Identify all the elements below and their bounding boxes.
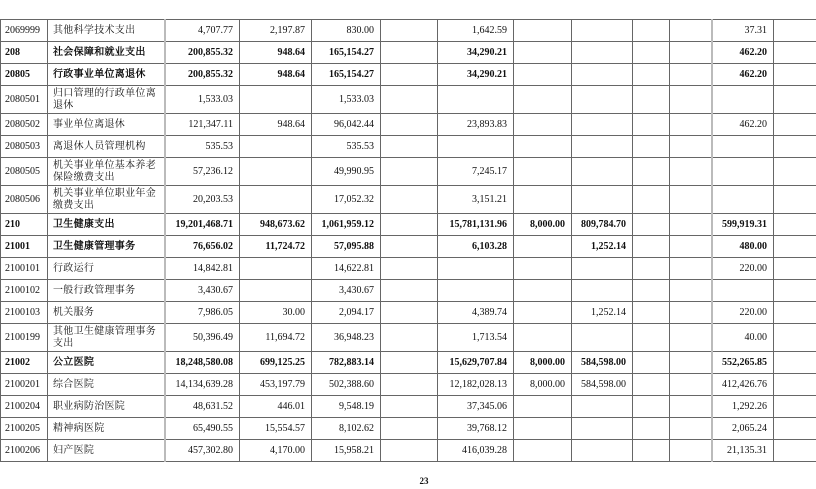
- amount-cell: 220.00: [712, 258, 774, 280]
- amount-cell: [381, 302, 438, 324]
- amount-cell: 37.31: [712, 20, 774, 42]
- amount-cell: [240, 136, 312, 158]
- amount-cell: 7,986.05: [165, 302, 240, 324]
- subject-code-cell: 2080505: [1, 158, 48, 186]
- amount-cell: 15,629,707.84: [438, 352, 514, 374]
- amount-cell: [240, 258, 312, 280]
- amount-cell: [514, 86, 572, 114]
- amount-cell: [381, 214, 438, 236]
- amount-cell: [774, 158, 816, 186]
- amount-cell: 1,292.26: [712, 396, 774, 418]
- amount-cell: [670, 136, 712, 158]
- amount-cell: [633, 440, 670, 462]
- amount-cell: 457,302.80: [165, 440, 240, 462]
- amount-cell: 220.00: [712, 302, 774, 324]
- amount-cell: [381, 136, 438, 158]
- amount-cell: [381, 418, 438, 440]
- amount-cell: 4,170.00: [240, 440, 312, 462]
- amount-cell: [774, 20, 816, 42]
- subject-code-cell: 2100201: [1, 374, 48, 396]
- amount-cell: 15,554.57: [240, 418, 312, 440]
- table-row: [1, 186, 816, 214]
- amount-cell: [572, 20, 633, 42]
- amount-cell: 1,533.03: [165, 86, 240, 114]
- amount-cell: [670, 352, 712, 374]
- subject-code-cell: 210: [1, 214, 48, 236]
- subject-name-cell: 精神病医院: [48, 418, 165, 440]
- amount-cell: [381, 258, 438, 280]
- amount-cell: 8,102.62: [312, 418, 381, 440]
- amount-cell: 121,347.11: [165, 114, 240, 136]
- amount-cell: [438, 136, 514, 158]
- amount-cell: 18,248,580.08: [165, 352, 240, 374]
- amount-cell: [712, 136, 774, 158]
- table-row: [1, 64, 816, 86]
- table-row: [1, 280, 816, 302]
- amount-cell: 65,490.55: [165, 418, 240, 440]
- amount-cell: [572, 440, 633, 462]
- amount-cell: 49,990.95: [312, 158, 381, 186]
- amount-cell: [514, 114, 572, 136]
- amount-cell: [240, 186, 312, 214]
- subject-code-cell: 20805: [1, 64, 48, 86]
- amount-cell: [712, 186, 774, 214]
- amount-cell: 57,236.12: [165, 158, 240, 186]
- amount-cell: 11,724.72: [240, 236, 312, 258]
- amount-cell: [633, 396, 670, 418]
- amount-cell: [381, 114, 438, 136]
- amount-cell: 699,125.25: [240, 352, 312, 374]
- amount-cell: 446.01: [240, 396, 312, 418]
- table-row: [1, 20, 816, 42]
- amount-cell: [240, 280, 312, 302]
- amount-cell: 948.64: [240, 114, 312, 136]
- amount-cell: 9,548.19: [312, 396, 381, 418]
- amount-cell: [633, 374, 670, 396]
- amount-cell: 200,855.32: [165, 42, 240, 64]
- amount-cell: [633, 352, 670, 374]
- page-number: 23: [419, 476, 429, 486]
- amount-cell: 14,134,639.28: [165, 374, 240, 396]
- amount-cell: [381, 86, 438, 114]
- amount-cell: 4,707.77: [165, 20, 240, 42]
- amount-cell: [438, 280, 514, 302]
- amount-cell: [572, 158, 633, 186]
- amount-cell: 2,197.87: [240, 20, 312, 42]
- amount-cell: [633, 114, 670, 136]
- amount-cell: [381, 280, 438, 302]
- subject-name-cell: 事业单位离退休: [48, 114, 165, 136]
- amount-cell: 14,622.81: [312, 258, 381, 280]
- amount-cell: [633, 20, 670, 42]
- amount-cell: 830.00: [312, 20, 381, 42]
- amount-cell: 30.00: [240, 302, 312, 324]
- subject-name-cell: 卫生健康管理事务: [48, 236, 165, 258]
- amount-cell: 462.20: [712, 64, 774, 86]
- amount-cell: [572, 280, 633, 302]
- amount-cell: 1,713.54: [438, 324, 514, 352]
- amount-cell: [572, 186, 633, 214]
- amount-cell: [774, 396, 816, 418]
- amount-cell: 14,842.81: [165, 258, 240, 280]
- amount-cell: [572, 418, 633, 440]
- subject-code-cell: 2100204: [1, 396, 48, 418]
- amount-cell: [381, 186, 438, 214]
- subject-code-cell: 2080506: [1, 186, 48, 214]
- amount-cell: 948,673.62: [240, 214, 312, 236]
- amount-cell: [774, 236, 816, 258]
- amount-cell: 39,768.12: [438, 418, 514, 440]
- amount-cell: 584,598.00: [572, 374, 633, 396]
- subject-name-cell: 其他卫生健康管理事务支出: [48, 324, 165, 352]
- amount-cell: [633, 302, 670, 324]
- amount-cell: [438, 258, 514, 280]
- amount-cell: [381, 236, 438, 258]
- amount-cell: [633, 258, 670, 280]
- subject-name-cell: 卫生健康支出: [48, 214, 165, 236]
- amount-cell: [774, 324, 816, 352]
- amount-cell: [633, 280, 670, 302]
- amount-cell: [670, 20, 712, 42]
- amount-cell: 599,919.31: [712, 214, 774, 236]
- table-row: [1, 86, 816, 114]
- amount-cell: [572, 64, 633, 86]
- amount-cell: [670, 396, 712, 418]
- amount-cell: [670, 114, 712, 136]
- table-row: [1, 352, 816, 374]
- table-row: [1, 396, 816, 418]
- amount-cell: 948.64: [240, 64, 312, 86]
- amount-cell: 1,252.14: [572, 236, 633, 258]
- amount-cell: [633, 158, 670, 186]
- amount-cell: 15,958.21: [312, 440, 381, 462]
- amount-cell: [514, 280, 572, 302]
- amount-cell: [774, 136, 816, 158]
- amount-cell: [670, 158, 712, 186]
- amount-cell: [572, 324, 633, 352]
- amount-cell: [774, 64, 816, 86]
- amount-cell: [572, 396, 633, 418]
- amount-cell: [381, 158, 438, 186]
- amount-cell: [670, 302, 712, 324]
- amount-cell: [774, 374, 816, 396]
- amount-cell: [774, 114, 816, 136]
- subject-code-cell: 2100205: [1, 418, 48, 440]
- table-body: [1, 20, 816, 462]
- subject-name-cell: 行政事业单位离退休: [48, 64, 165, 86]
- subject-code-cell: 208: [1, 42, 48, 64]
- amount-cell: [514, 418, 572, 440]
- amount-cell: [514, 42, 572, 64]
- amount-cell: [670, 258, 712, 280]
- table-row: [1, 158, 816, 186]
- amount-cell: 4,389.74: [438, 302, 514, 324]
- amount-cell: [670, 186, 712, 214]
- amount-cell: [633, 64, 670, 86]
- amount-cell: [633, 42, 670, 64]
- amount-cell: 165,154.27: [312, 42, 381, 64]
- amount-cell: [670, 324, 712, 352]
- amount-cell: [774, 214, 816, 236]
- amount-cell: 11,694.72: [240, 324, 312, 352]
- amount-cell: [670, 42, 712, 64]
- amount-cell: [774, 418, 816, 440]
- amount-cell: [381, 324, 438, 352]
- amount-cell: [774, 302, 816, 324]
- subject-code-cell: 2100101: [1, 258, 48, 280]
- subject-name-cell: 离退休人员管理机构: [48, 136, 165, 158]
- amount-cell: 2,065.24: [712, 418, 774, 440]
- amount-cell: 6,103.28: [438, 236, 514, 258]
- subject-code-cell: 21002: [1, 352, 48, 374]
- amount-cell: 1,533.03: [312, 86, 381, 114]
- table-row: [1, 418, 816, 440]
- amount-cell: [712, 158, 774, 186]
- amount-cell: 34,290.21: [438, 64, 514, 86]
- amount-cell: 8,000.00: [514, 214, 572, 236]
- subject-name-cell: 归口管理的行政单位离退休: [48, 86, 165, 114]
- amount-cell: 584,598.00: [572, 352, 633, 374]
- amount-cell: 17,052.32: [312, 186, 381, 214]
- subject-code-cell: 2080501: [1, 86, 48, 114]
- amount-cell: 552,265.85: [712, 352, 774, 374]
- amount-cell: 165,154.27: [312, 64, 381, 86]
- amount-cell: [670, 86, 712, 114]
- amount-cell: 535.53: [165, 136, 240, 158]
- amount-cell: [381, 396, 438, 418]
- amount-cell: [633, 236, 670, 258]
- amount-cell: 1,252.14: [572, 302, 633, 324]
- amount-cell: [774, 42, 816, 64]
- amount-cell: [514, 396, 572, 418]
- amount-cell: 200,855.32: [165, 64, 240, 86]
- amount-cell: [670, 374, 712, 396]
- amount-cell: [774, 86, 816, 114]
- table-row: [1, 214, 816, 236]
- amount-cell: 36,948.23: [312, 324, 381, 352]
- table-row: [1, 42, 816, 64]
- amount-cell: 12,182,028.13: [438, 374, 514, 396]
- table-row: [1, 136, 816, 158]
- amount-cell: [381, 42, 438, 64]
- subject-name-cell: 妇产医院: [48, 440, 165, 462]
- amount-cell: [514, 186, 572, 214]
- amount-cell: [774, 186, 816, 214]
- subject-code-cell: 21001: [1, 236, 48, 258]
- amount-cell: [633, 136, 670, 158]
- amount-cell: [381, 64, 438, 86]
- amount-cell: [572, 114, 633, 136]
- amount-cell: [572, 136, 633, 158]
- subject-code-cell: 2100103: [1, 302, 48, 324]
- amount-cell: [712, 280, 774, 302]
- amount-cell: 412,426.76: [712, 374, 774, 396]
- amount-cell: 20,203.53: [165, 186, 240, 214]
- amount-cell: [712, 86, 774, 114]
- amount-cell: 453,197.79: [240, 374, 312, 396]
- amount-cell: 8,000.00: [514, 374, 572, 396]
- amount-cell: 3,151.21: [438, 186, 514, 214]
- amount-cell: 502,388.60: [312, 374, 381, 396]
- amount-cell: [514, 64, 572, 86]
- amount-cell: 948.64: [240, 42, 312, 64]
- amount-cell: 1,642.59: [438, 20, 514, 42]
- table-row: [1, 258, 816, 280]
- amount-cell: 40.00: [712, 324, 774, 352]
- subject-code-cell: 2100199: [1, 324, 48, 352]
- amount-cell: 1,061,959.12: [312, 214, 381, 236]
- budget-expenditure-table: [0, 19, 816, 462]
- subject-name-cell: 社会保障和就业支出: [48, 42, 165, 64]
- amount-cell: 8,000.00: [514, 352, 572, 374]
- amount-cell: [572, 258, 633, 280]
- amount-cell: 34,290.21: [438, 42, 514, 64]
- subject-code-cell: 2069999: [1, 20, 48, 42]
- amount-cell: [670, 440, 712, 462]
- amount-cell: [633, 186, 670, 214]
- amount-cell: 19,201,468.71: [165, 214, 240, 236]
- subject-code-cell: 2100102: [1, 280, 48, 302]
- table-row: [1, 440, 816, 462]
- amount-cell: 96,042.44: [312, 114, 381, 136]
- amount-cell: 535.53: [312, 136, 381, 158]
- table-row: [1, 302, 816, 324]
- amount-cell: [514, 302, 572, 324]
- subject-name-cell: 机关服务: [48, 302, 165, 324]
- amount-cell: 2,094.17: [312, 302, 381, 324]
- amount-cell: [633, 418, 670, 440]
- subject-code-cell: 2100206: [1, 440, 48, 462]
- amount-cell: 782,883.14: [312, 352, 381, 374]
- amount-cell: [438, 86, 514, 114]
- amount-cell: [514, 158, 572, 186]
- amount-cell: [670, 236, 712, 258]
- subject-code-cell: 2080503: [1, 136, 48, 158]
- amount-cell: [381, 20, 438, 42]
- subject-name-cell: 机关事业单位基本养老保险缴费支出: [48, 158, 165, 186]
- amount-cell: 3,430.67: [312, 280, 381, 302]
- amount-cell: [774, 352, 816, 374]
- table-row: [1, 236, 816, 258]
- amount-cell: [774, 280, 816, 302]
- subject-name-cell: 职业病防治医院: [48, 396, 165, 418]
- amount-cell: [572, 86, 633, 114]
- amount-cell: 23,893.83: [438, 114, 514, 136]
- subject-name-cell: 一般行政管理事务: [48, 280, 165, 302]
- amount-cell: 48,631.52: [165, 396, 240, 418]
- amount-cell: 462.20: [712, 114, 774, 136]
- amount-cell: 809,784.70: [572, 214, 633, 236]
- amount-cell: 416,039.28: [438, 440, 514, 462]
- amount-cell: [670, 280, 712, 302]
- amount-cell: 7,245.17: [438, 158, 514, 186]
- table-row: [1, 114, 816, 136]
- amount-cell: [514, 324, 572, 352]
- amount-cell: [514, 440, 572, 462]
- amount-cell: 76,656.02: [165, 236, 240, 258]
- amount-cell: [514, 20, 572, 42]
- amount-cell: [633, 324, 670, 352]
- amount-cell: [633, 214, 670, 236]
- amount-cell: [633, 86, 670, 114]
- amount-cell: [381, 440, 438, 462]
- subject-name-cell: 综合医院: [48, 374, 165, 396]
- amount-cell: 37,345.06: [438, 396, 514, 418]
- amount-cell: 3,430.67: [165, 280, 240, 302]
- amount-cell: [240, 158, 312, 186]
- amount-cell: 480.00: [712, 236, 774, 258]
- amount-cell: 15,781,131.96: [438, 214, 514, 236]
- amount-cell: 50,396.49: [165, 324, 240, 352]
- table-row: [1, 374, 816, 396]
- amount-cell: 21,135.31: [712, 440, 774, 462]
- amount-cell: [572, 42, 633, 64]
- amount-cell: [774, 258, 816, 280]
- amount-cell: [381, 352, 438, 374]
- amount-cell: [670, 214, 712, 236]
- subject-name-cell: 其他科学技术支出: [48, 20, 165, 42]
- amount-cell: 57,095.88: [312, 236, 381, 258]
- amount-cell: [514, 236, 572, 258]
- subject-name-cell: 公立医院: [48, 352, 165, 374]
- amount-cell: [670, 64, 712, 86]
- subject-name-cell: 机关事业单位职业年金缴费支出: [48, 186, 165, 214]
- subject-code-cell: 2080502: [1, 114, 48, 136]
- amount-cell: [514, 136, 572, 158]
- amount-cell: [381, 374, 438, 396]
- amount-cell: [670, 418, 712, 440]
- subject-name-cell: 行政运行: [48, 258, 165, 280]
- table-row: [1, 324, 816, 352]
- amount-cell: [774, 440, 816, 462]
- amount-cell: 462.20: [712, 42, 774, 64]
- amount-cell: [240, 86, 312, 114]
- amount-cell: [514, 258, 572, 280]
